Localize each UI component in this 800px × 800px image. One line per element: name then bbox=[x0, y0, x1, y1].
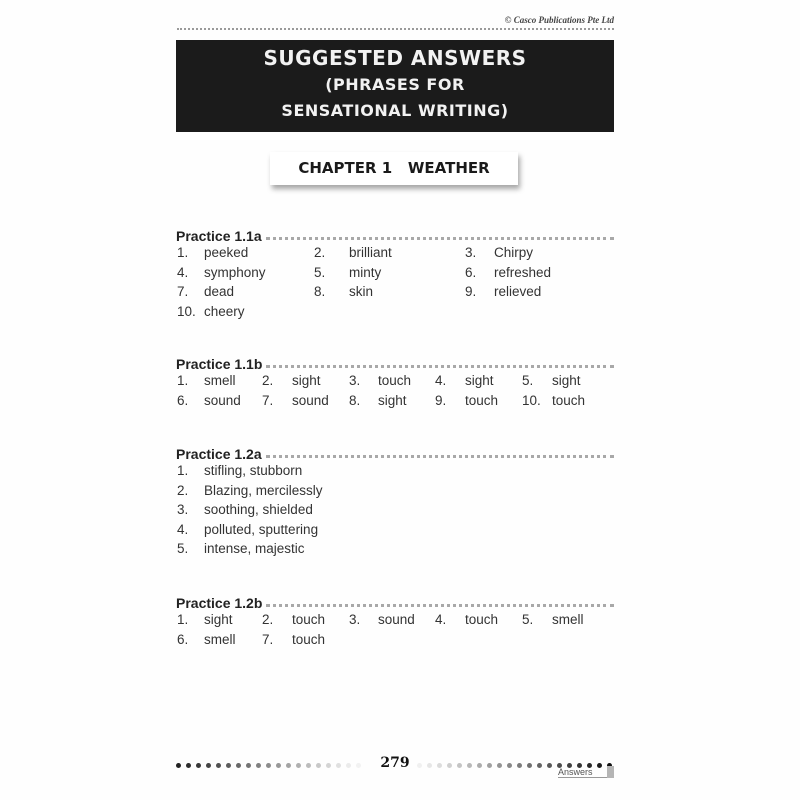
item-number: 2. bbox=[262, 373, 274, 388]
section-header bbox=[176, 593, 614, 611]
dotted-leader bbox=[266, 455, 614, 458]
item-number: 5. bbox=[522, 612, 534, 627]
item-answer: sight bbox=[378, 392, 407, 408]
item-number: 8. bbox=[349, 392, 361, 408]
item-answer: sound bbox=[292, 392, 329, 408]
section-header bbox=[176, 226, 614, 244]
section-title: Practice 1.2b bbox=[176, 595, 263, 611]
header-dotted-rule bbox=[177, 28, 614, 30]
item-number: 2. bbox=[262, 612, 274, 627]
title-line-1: SUGGESTED ANSWERS bbox=[263, 46, 527, 70]
item-answer: touch bbox=[465, 612, 499, 627]
item-number: 1. bbox=[177, 373, 189, 388]
item-answer: touch bbox=[465, 392, 499, 408]
item-number: 3. bbox=[349, 373, 361, 388]
item-answer: smell bbox=[552, 612, 584, 627]
item-answer: sound bbox=[204, 392, 241, 408]
answer-row bbox=[176, 482, 614, 502]
answer-row bbox=[176, 392, 614, 412]
item-number: 1. bbox=[177, 245, 189, 260]
item-number: 10. bbox=[177, 303, 196, 319]
title-line-2: (PHRASES FOR bbox=[325, 75, 465, 94]
answer-row bbox=[176, 264, 614, 284]
item-answer: cheery bbox=[204, 303, 245, 319]
item-number: 7. bbox=[262, 392, 274, 408]
section-practice-1-1b bbox=[176, 354, 614, 411]
section-title: Practice 1.1b bbox=[176, 356, 263, 372]
answer-row bbox=[176, 244, 614, 264]
section-title: Practice 1.1a bbox=[176, 228, 262, 244]
item-answer: Chirpy bbox=[494, 245, 534, 260]
item-answer: touch bbox=[552, 392, 586, 408]
item-answer: symphony bbox=[204, 264, 266, 280]
item-number: 6. bbox=[177, 392, 189, 408]
answer-row bbox=[176, 372, 614, 392]
item-answer: sound bbox=[378, 612, 415, 627]
item-answer: soothing, shielded bbox=[204, 502, 313, 517]
item-number: 4. bbox=[177, 521, 189, 537]
copyright-notice: © Casco Publications Pte Ltd bbox=[504, 15, 614, 25]
item-answer: stifling, stubborn bbox=[204, 463, 303, 478]
item-number: 4. bbox=[435, 612, 447, 627]
footer-dots-left bbox=[176, 762, 366, 768]
section-tab-label: Answers bbox=[558, 767, 607, 778]
item-number: 10. bbox=[522, 392, 541, 408]
answer-row bbox=[176, 462, 614, 482]
item-number: 4. bbox=[435, 373, 447, 388]
answer-row bbox=[176, 283, 614, 303]
item-answer: minty bbox=[349, 264, 382, 280]
answer-row bbox=[176, 521, 614, 541]
item-answer: intense, majestic bbox=[204, 541, 305, 556]
item-number: 9. bbox=[435, 392, 447, 408]
item-answer: sight bbox=[204, 612, 233, 627]
item-number: 3. bbox=[465, 245, 477, 260]
answer-row bbox=[176, 631, 614, 651]
item-number: 1. bbox=[177, 463, 189, 478]
item-answer: smell bbox=[204, 631, 236, 647]
item-number: 6. bbox=[465, 264, 477, 280]
item-answer: sight bbox=[465, 373, 494, 388]
section-tab-marker bbox=[607, 766, 614, 778]
title-banner bbox=[176, 40, 614, 132]
item-answer: sight bbox=[552, 373, 581, 388]
section-practice-1-1a bbox=[176, 226, 614, 322]
item-number: 7. bbox=[262, 631, 274, 647]
item-number: 1. bbox=[177, 612, 189, 627]
item-answer: dead bbox=[204, 284, 235, 299]
answer-row bbox=[176, 540, 614, 560]
item-answer: relieved bbox=[494, 284, 542, 299]
item-answer: Blazing, mercilessly bbox=[204, 482, 323, 498]
item-number: 5. bbox=[314, 264, 326, 280]
item-answer: peeked bbox=[204, 245, 249, 260]
section-header bbox=[176, 354, 614, 372]
item-number: 4. bbox=[177, 264, 189, 280]
item-answer: brilliant bbox=[349, 245, 392, 260]
section-header bbox=[176, 444, 614, 462]
section-practice-1-2b bbox=[176, 593, 614, 650]
section-practice-1-2a bbox=[176, 444, 614, 560]
item-number: 6. bbox=[177, 631, 189, 647]
dotted-leader bbox=[266, 237, 614, 240]
item-answer: touch bbox=[292, 612, 326, 627]
dotted-leader bbox=[266, 365, 614, 368]
item-number: 5. bbox=[177, 541, 189, 556]
answer-row bbox=[176, 303, 614, 323]
item-number: 8. bbox=[314, 284, 326, 299]
item-answer: sight bbox=[292, 373, 321, 388]
chapter-heading: CHAPTER 1 WEATHER bbox=[270, 152, 518, 185]
item-answer: touch bbox=[292, 631, 326, 647]
item-answer: skin bbox=[349, 284, 374, 299]
item-number: 3. bbox=[349, 612, 361, 627]
item-number: 5. bbox=[522, 373, 534, 388]
item-answer: touch bbox=[378, 373, 412, 388]
answer-row bbox=[176, 501, 614, 521]
section-title: Practice 1.2a bbox=[176, 446, 262, 462]
item-number: 7. bbox=[177, 284, 189, 299]
answer-row bbox=[176, 611, 614, 631]
page-number: 279 bbox=[380, 755, 410, 771]
item-number: 2. bbox=[314, 245, 326, 260]
item-answer: refreshed bbox=[494, 264, 552, 280]
item-number: 2. bbox=[177, 482, 189, 498]
title-line-3: SENSATIONAL WRITING) bbox=[281, 101, 509, 120]
item-number: 3. bbox=[177, 502, 189, 517]
dotted-leader bbox=[266, 604, 614, 607]
item-answer: smell bbox=[204, 373, 236, 388]
item-answer: polluted, sputtering bbox=[204, 521, 319, 537]
item-number: 9. bbox=[465, 284, 477, 299]
